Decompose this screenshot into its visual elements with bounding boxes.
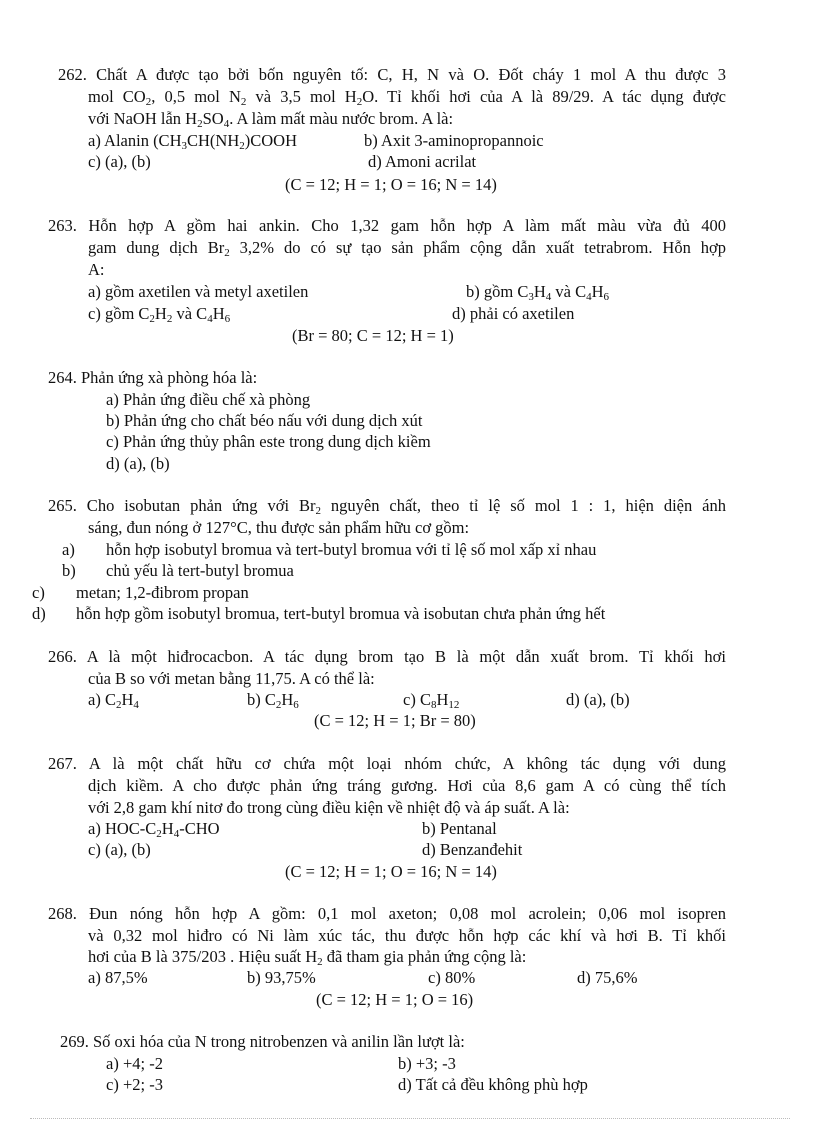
q269-option-a: a) +4; -2 xyxy=(106,1054,163,1073)
q263-option-b: b) gồm $C_3H_4$ và $C_4H_6$ xyxy=(466,282,610,303)
q269-option-b: b) +3; -3 xyxy=(398,1054,456,1073)
q265-line1: 265. Cho isobutan phản ứng với $Br_2$ nguyên chất, theo tỉ lệ số mol 1 : 1, hiện diện ánh xyxy=(48,496,726,517)
q263-line3: A: xyxy=(88,260,105,279)
q267-option-d: d) Benzanđehit xyxy=(422,840,523,859)
q268-line1: 268. Đun nóng hỗn hợp A gồm: 0,1 mol axeton; 0,08 mol acrolein; 0,06 mol isopren xyxy=(48,904,726,923)
q262-line2: mol $CO_2$, 0,5 mol $N_2$ và 3,5 mol $H_2O$. Tỉ khối hơi của A là 89/29. A tác dụng được xyxy=(88,87,726,108)
q265-line2: sáng, đun nóng ở 127°C, thu được sản phẩm hữu cơ gồm: xyxy=(88,518,470,537)
q267-option-b: b) Pentanal xyxy=(422,819,497,838)
page-bottom-rule xyxy=(30,1118,790,1119)
q264-option-d: d) (a), (b) xyxy=(106,454,170,473)
q265-option-b: chủ yếu là tert-butyl bromua xyxy=(106,561,294,580)
q267-line2: dịch kiềm. A cho được phản ứng tráng gương. Hơi của 8,6 gam A có cùng thể tích xyxy=(88,776,726,795)
q265-option-a-marker: a) xyxy=(62,540,75,559)
q268-option-b: b) 93,75% xyxy=(247,968,316,987)
q266-line1: 266. A là một hiđrocacbon. A tác dụng brom tạo B là một dẫn xuất brom. Tỉ khối hơi xyxy=(48,647,726,666)
q265-option-b-marker: b) xyxy=(62,561,76,580)
q262-option-c: c) (a), (b) xyxy=(88,152,151,171)
q268-constants: (C = 12; H = 1; O = 16) xyxy=(316,990,474,1009)
q269-option-d: d) Tất cả đều không phù hợp xyxy=(398,1075,588,1094)
q265-option-d-marker: d) xyxy=(32,604,46,623)
q264-line1: 264. Phản ứng xà phòng hóa là: xyxy=(48,368,258,387)
q264-option-b: b) Phản ứng cho chất béo nấu với dung dịch xút xyxy=(106,411,423,430)
q268-option-d: d) 75,6% xyxy=(577,968,638,987)
q262-option-d: d) Amoni acrilat xyxy=(368,152,477,171)
q263-line2: gam dung dịch $Br_2$ 3,2% do có sự tạo sản phẩm cộng dẫn xuất tetrabrom. Hỗn hợp xyxy=(88,238,726,259)
q269-option-c: c) +2; -3 xyxy=(106,1075,163,1094)
q267-line1: 267. A là một chất hữu cơ chứa một loại nhóm chức, A không tác dụng với dung xyxy=(48,754,726,773)
q266-option-d: d) (a), (b) xyxy=(566,690,630,709)
q269-line1: 269. Số oxi hóa của N trong nitrobenzen và anilin lần lượt là: xyxy=(60,1032,465,1051)
q263-option-d: d) phải có axetilen xyxy=(452,304,575,323)
q262-line3: với NaOH lẫn $H_2SO_4$. A làm mất màu nước brom. A là: xyxy=(88,109,454,130)
q265-option-a: hỗn hợp isobutyl bromua và tert-butyl bromua với tỉ lệ số mol xấp xỉ nhau xyxy=(106,540,597,559)
q266-constants: (C = 12; H = 1; Br = 80) xyxy=(314,711,476,730)
q266-line2: của B so với metan bằng 11,75. A có thể là: xyxy=(88,669,375,688)
q268-option-a: a) 87,5% xyxy=(88,968,148,987)
q265-option-c: metan; 1,2-đibrom propan xyxy=(76,583,249,602)
q262-constants: (C = 12; H = 1; O = 16; N = 14) xyxy=(285,175,497,194)
q264-option-a: a) Phản ứng điều chế xà phòng xyxy=(106,390,311,409)
q267-constants: (C = 12; H = 1; O = 16; N = 14) xyxy=(285,862,497,881)
q266-option-c: c) $C_8H_{12}$ xyxy=(403,690,460,711)
q263-option-c: c) gồm $C_2H_2$ và $C_4H_6$ xyxy=(88,304,231,325)
q264-option-c: c) Phản ứng thủy phân este trong dung dịch kiềm xyxy=(106,432,431,451)
q265-option-d: hỗn hợp gồm isobutyl bromua, tert-butyl bromua và isobutan chưa phản ứng hết xyxy=(76,604,606,623)
q266-option-b: b) $C_2H_6$ xyxy=(247,690,299,711)
q266-option-a: a) $C_2H_4$ xyxy=(88,690,139,711)
q268-line3: hơi của B là 375/203 . Hiệu suất $H_2$ đã tham gia phản ứng cộng là: xyxy=(88,947,527,968)
q262-option-b: b) Axit 3-aminopropannoic xyxy=(364,131,544,150)
q262-line1: 262. Chất A được tạo bởi bốn nguyên tố: C, H, N và O. Đốt cháy 1 mol A thu được 3 xyxy=(58,65,726,84)
q262-option-a: a) Alanin ($CH_3CH(NH_2)COOH$ xyxy=(88,131,297,152)
q265-option-c-marker: c) xyxy=(32,583,45,602)
q263-option-a: a) gồm axetilen và metyl axetilen xyxy=(88,282,309,301)
q263-constants: (Br = 80; C = 12; H = 1) xyxy=(292,326,454,345)
q267-option-a: a) HOC-$C_2H_4$-CHO xyxy=(88,819,220,840)
q267-line3: với 2,8 gam khí nitơ đo trong cùng điều kiện về nhiệt độ và áp suất. A là: xyxy=(88,798,570,817)
q267-option-c: c) (a), (b) xyxy=(88,840,151,859)
q263-line1: 263. Hỗn hợp A gồm hai ankin. Cho 1,32 gam hỗn hợp A làm mất màu vừa đủ 400 xyxy=(48,216,726,235)
q268-line2: và 0,32 mol hiđro có Ni làm xúc tác, thu được hỗn hợp các khí và hơi B. Tỉ khối xyxy=(88,926,726,945)
q268-option-c: c) 80% xyxy=(428,968,476,987)
